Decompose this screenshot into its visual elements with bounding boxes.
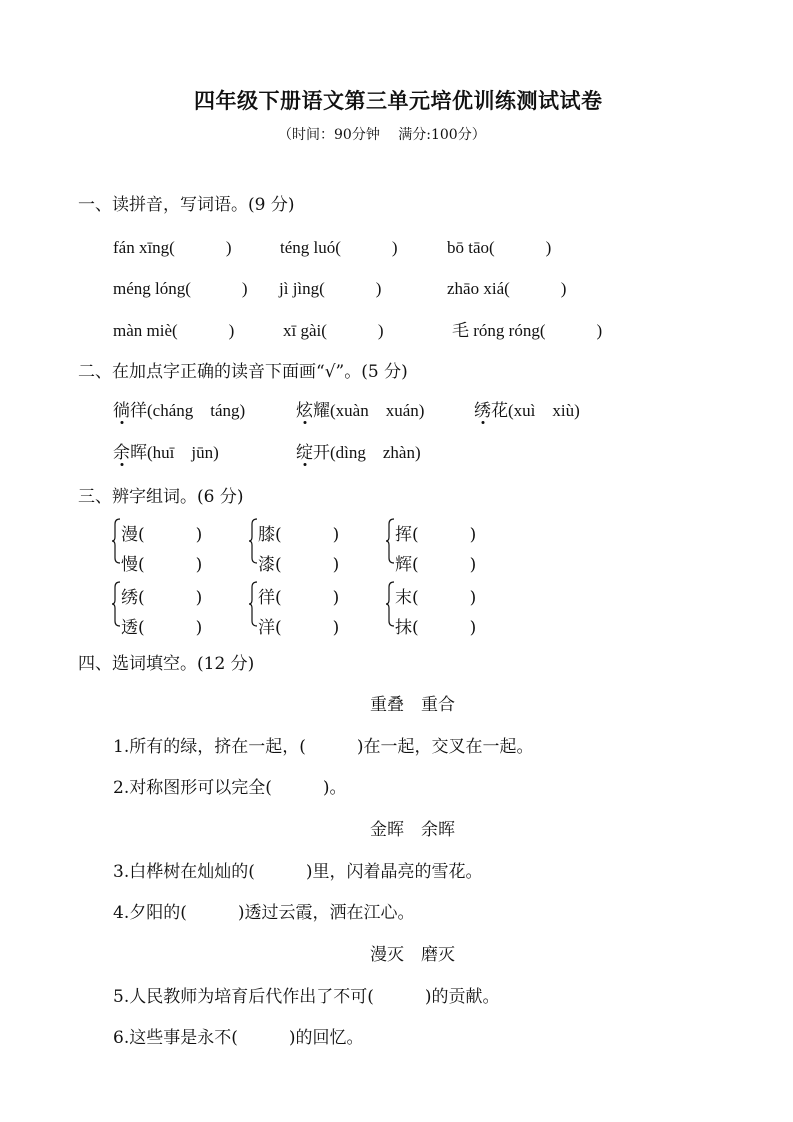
word-pair-bottom: 漆( ) [258,555,340,575]
brace-icon [249,581,258,627]
word-pair-bottom: 洋( ) [258,618,340,638]
pinyin-item: zhāo xiá( ) [447,279,567,298]
pinyin-item: méng lóng( ) [113,279,248,298]
fill-sentence: 6.这些事是永不( )的回忆。 [113,1028,364,1048]
fill-sentence: 5.人民教师为培育后代作出了不可( )的贡献。 [113,987,500,1007]
fill-sentence: 3.白桦树在灿灿的( )里，闪着晶亮的雪花。 [113,862,483,882]
fill-sentence: 1.所有的绿，挤在一起，( )在一起，交叉在一起。 [113,737,534,757]
brace-icon [249,518,258,564]
reading-item [474,396,580,421]
page-title: 四年级下册语文第三单元培优训练测试试卷 [194,88,603,113]
reading-item [296,438,421,463]
brace-icon [112,518,121,564]
fill-sentence: 2.对称图形可以完全( )。 [113,778,347,798]
word-pair-bottom: 透( ) [121,618,203,638]
brace-icon [112,581,121,627]
pinyin-item: xī gài( ) [283,321,384,340]
pinyin-item: téng luó( ) [280,238,398,257]
word-pair-top: 末( ) [395,588,477,608]
word-choices: 重叠 重合 [370,695,455,715]
word-pair-top: 膝( ) [258,525,340,545]
section-3-heading: 三、辨字组词。(6 分) [78,487,244,507]
reading-item [296,396,424,421]
reading-options: 花(xuì xiù) [491,401,580,420]
pinyin-item: 毛 róng róng( ) [452,321,603,340]
reading-item [113,396,245,421]
brace-icon [386,581,395,627]
dotted-character: 余 [113,438,130,463]
page-subtitle: （时间：90分钟 满分:100分） [278,127,486,143]
section-1-heading: 一、读拼音，写词语。(9 分) [78,195,295,215]
dotted-character: 绽 [296,438,313,463]
brace-icon [386,518,395,564]
word-pair-bottom: 抹( ) [395,618,477,638]
dotted-character: 炫 [296,396,313,421]
word-pair-top: 挥( ) [395,525,477,545]
word-choices: 漫灭 磨灭 [370,945,455,965]
pinyin-item: màn miè( ) [113,321,235,340]
reading-options: 晖(huī jūn) [130,443,219,462]
section-4-heading: 四、选词填空。(12 分) [78,654,255,674]
dotted-character: 徜 [113,396,130,421]
word-pair-top: 绣( ) [121,588,203,608]
reading-options: 耀(xuàn xuán) [313,401,425,420]
pinyin-item: bō tāo( ) [447,238,552,257]
pinyin-item: fán xīng( ) [113,238,232,257]
pinyin-item: jì jìng( ) [279,279,382,298]
reading-item [113,438,219,463]
reading-options: 徉(cháng táng) [130,401,246,420]
section-2-heading: 二、在加点字正确的读音下面画“√”。(5 分) [78,362,408,382]
dotted-character: 绣 [474,396,491,421]
word-choices: 金晖 余晖 [370,820,455,840]
word-pair-bottom: 辉( ) [395,555,477,575]
word-pair-bottom: 慢( ) [121,555,203,575]
reading-options: 开(dìng zhàn) [313,443,421,462]
word-pair-top: 徉( ) [258,588,340,608]
fill-sentence: 4.夕阳的( )透过云霞，洒在江心。 [113,903,415,923]
word-pair-top: 漫( ) [121,525,203,545]
